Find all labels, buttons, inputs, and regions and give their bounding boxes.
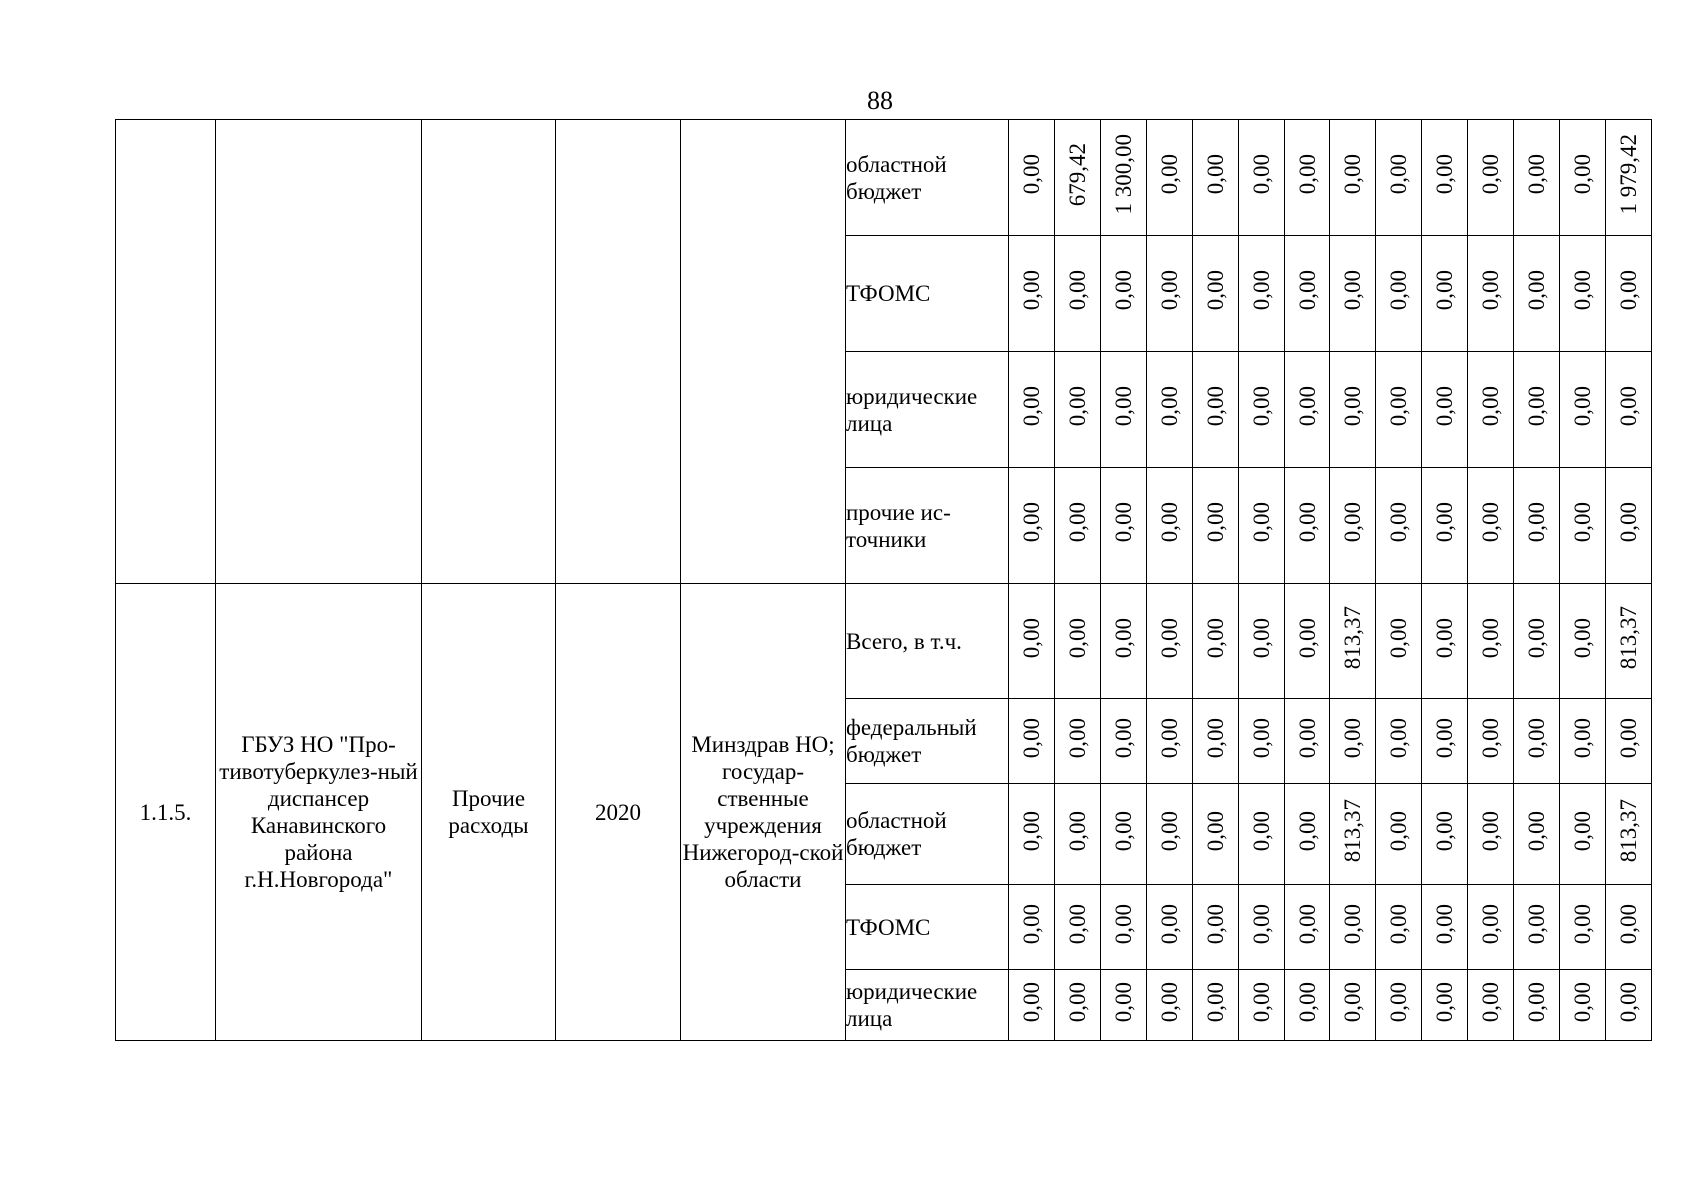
value-text: 0,00 — [1019, 981, 1044, 1023]
value-cell — [1560, 970, 1606, 1041]
value-cell — [1376, 236, 1422, 352]
value-text: 1 300,00 — [1111, 134, 1136, 215]
value-text: 0,00 — [1478, 502, 1503, 543]
value-cell — [1514, 236, 1560, 352]
value-text: 813,37 — [1340, 606, 1365, 670]
value-cell — [1422, 699, 1468, 784]
value-text: 0,00 — [1616, 717, 1641, 759]
value-cell — [1468, 784, 1514, 885]
value-cell — [1330, 885, 1376, 970]
executor-cell: Минздрав НО; государ-ственные учреждения Нижегород-ской области — [681, 584, 846, 1041]
value-text: 0,00 — [1524, 386, 1549, 427]
value-text: 0,00 — [1386, 810, 1411, 852]
value-text: 0,00 — [1111, 981, 1136, 1023]
item-number-cell: 1.1.5. — [116, 584, 216, 1041]
value-text: 0,00 — [1386, 717, 1411, 759]
value-text: 0,00 — [1616, 502, 1641, 543]
value-text: 0,00 — [1570, 717, 1595, 759]
value-cell — [1376, 584, 1422, 699]
value-cell — [1239, 784, 1285, 885]
value-text: 0,00 — [1386, 154, 1411, 195]
value-cell — [1560, 885, 1606, 970]
value-cell — [1330, 784, 1376, 885]
value-cell — [1606, 468, 1652, 584]
value-cell — [1055, 352, 1101, 468]
funding-source-cell: областной бюджет — [846, 784, 1009, 885]
value-cell — [1330, 352, 1376, 468]
value-text: 0,00 — [1111, 903, 1136, 945]
value-text: 813,37 — [1340, 799, 1365, 863]
value-cell — [1285, 970, 1330, 1041]
value-text: 0,00 — [1524, 717, 1549, 759]
value-cell — [1193, 885, 1239, 970]
value-cell — [1468, 885, 1514, 970]
value-text: 0,00 — [1478, 981, 1503, 1023]
value-cell — [1193, 352, 1239, 468]
value-text: 0,00 — [1019, 717, 1044, 759]
value-text: 0,00 — [1570, 981, 1595, 1023]
value-cell — [1147, 784, 1193, 885]
value-cell — [1560, 468, 1606, 584]
value-cell — [1468, 970, 1514, 1041]
value-text: 0,00 — [1294, 617, 1320, 659]
value-text: 0,00 — [1478, 154, 1503, 195]
value-cell — [1560, 236, 1606, 352]
value-cell — [1376, 885, 1422, 970]
value-cell — [1101, 352, 1147, 468]
value-cell — [1055, 468, 1101, 584]
value-text: 0,00 — [1386, 386, 1411, 427]
value-cell — [1606, 885, 1652, 970]
value-text: 0,00 — [1203, 981, 1228, 1023]
value-text: 0,00 — [1249, 270, 1274, 311]
value-cell — [1285, 468, 1330, 584]
value-cell — [1514, 120, 1560, 236]
value-cell — [1101, 885, 1147, 970]
value-text: 0,00 — [1294, 154, 1320, 195]
value-cell — [1606, 699, 1652, 784]
value-text: 0,00 — [1249, 981, 1274, 1023]
value-cell — [1330, 120, 1376, 236]
funding-source-cell: юридические лица — [846, 352, 1009, 468]
table-row — [116, 120, 1652, 236]
value-text: 0,00 — [1386, 981, 1411, 1023]
value-cell — [1330, 699, 1376, 784]
value-cell — [1193, 236, 1239, 352]
value-cell — [1009, 120, 1055, 236]
value-text: 0,00 — [1340, 903, 1365, 945]
funding-source-cell: Всего, в т.ч. — [846, 584, 1009, 699]
value-cell — [1009, 584, 1055, 699]
value-cell — [1376, 120, 1422, 236]
value-cell — [1468, 468, 1514, 584]
value-text: 0,00 — [1432, 386, 1457, 427]
value-cell — [1147, 584, 1193, 699]
value-text: 0,00 — [1203, 617, 1228, 659]
value-text: 0,00 — [1157, 810, 1182, 852]
value-text: 0,00 — [1203, 270, 1228, 311]
value-text: 0,00 — [1570, 502, 1595, 543]
value-cell — [1147, 885, 1193, 970]
value-cell — [1606, 970, 1652, 1041]
value-cell — [1514, 885, 1560, 970]
value-cell — [1330, 970, 1376, 1041]
funding-source-cell: ТФОМС — [846, 885, 1009, 970]
value-cell — [1055, 236, 1101, 352]
value-cell — [1101, 970, 1147, 1041]
value-cell — [1239, 885, 1285, 970]
value-cell — [1239, 970, 1285, 1041]
value-cell — [1009, 699, 1055, 784]
value-text: 0,00 — [1203, 502, 1228, 543]
item-name-cell: ГБУЗ НО "Про-тивотуберкулез-ный диспансер Канавинского района г.Н.Новгорода" — [216, 584, 422, 1041]
value-cell — [1101, 784, 1147, 885]
value-text: 0,00 — [1386, 903, 1411, 945]
value-cell — [1147, 970, 1193, 1041]
value-cell — [1422, 120, 1468, 236]
value-cell — [1101, 584, 1147, 699]
value-text: 0,00 — [1157, 981, 1182, 1023]
value-text: 0,00 — [1019, 154, 1044, 195]
value-text: 0,00 — [1019, 502, 1044, 543]
value-text: 0,00 — [1065, 717, 1090, 759]
value-cell — [1193, 120, 1239, 236]
value-cell — [1422, 468, 1468, 584]
value-cell — [1560, 699, 1606, 784]
value-text: 0,00 — [1111, 386, 1136, 427]
value-text: 0,00 — [1524, 981, 1549, 1023]
value-text: 0,00 — [1340, 386, 1365, 427]
value-cell — [1422, 885, 1468, 970]
value-text: 0,00 — [1065, 270, 1090, 311]
value-cell — [1606, 584, 1652, 699]
value-cell — [1330, 236, 1376, 352]
value-text: 813,37 — [1616, 799, 1641, 863]
value-text: 0,00 — [1478, 617, 1503, 659]
value-cell — [1285, 352, 1330, 468]
value-cell — [1376, 699, 1422, 784]
value-text: 0,00 — [1524, 154, 1549, 195]
value-text: 0,00 — [1432, 810, 1457, 852]
value-text: 0,00 — [1203, 386, 1228, 427]
value-text: 0,00 — [1432, 617, 1457, 659]
value-text: 0,00 — [1432, 903, 1457, 945]
value-text: 0,00 — [1065, 617, 1090, 659]
value-cell — [1239, 584, 1285, 699]
value-text: 0,00 — [1019, 270, 1044, 311]
value-text: 0,00 — [1294, 981, 1320, 1023]
value-text: 0,00 — [1386, 502, 1411, 543]
value-text: 0,00 — [1570, 810, 1595, 852]
value-text: 0,00 — [1524, 810, 1549, 852]
page-number: 88 — [867, 86, 893, 115]
value-cell — [1376, 352, 1422, 468]
value-cell — [1468, 120, 1514, 236]
expense-type-cell: Прочие расходы — [422, 584, 556, 1041]
value-cell — [1055, 584, 1101, 699]
value-text: 0,00 — [1570, 154, 1595, 195]
value-cell — [1147, 468, 1193, 584]
value-cell — [1560, 584, 1606, 699]
value-text: 0,00 — [1249, 502, 1274, 543]
value-cell — [1101, 236, 1147, 352]
name-cell — [216, 120, 422, 584]
value-cell — [1606, 352, 1652, 468]
value-text: 679,42 — [1065, 142, 1090, 207]
value-text: 0,00 — [1524, 617, 1549, 659]
year-cell — [556, 120, 681, 584]
value-text: 0,00 — [1065, 903, 1090, 945]
value-cell — [1055, 885, 1101, 970]
value-text: 0,00 — [1249, 154, 1274, 195]
value-text: 0,00 — [1203, 154, 1228, 195]
value-cell — [1468, 699, 1514, 784]
value-text: 0,00 — [1294, 810, 1320, 852]
value-text: 0,00 — [1111, 717, 1136, 759]
value-text: 0,00 — [1019, 386, 1044, 427]
value-cell — [1147, 699, 1193, 784]
value-text: 0,00 — [1386, 270, 1411, 311]
value-text: 0,00 — [1616, 270, 1641, 311]
executor-cell — [681, 120, 846, 584]
value-cell — [1422, 352, 1468, 468]
value-text: 0,00 — [1386, 617, 1411, 659]
funding-source-cell: прочие ис-точники — [846, 468, 1009, 584]
value-text: 0,00 — [1478, 903, 1503, 945]
value-text: 0,00 — [1432, 154, 1457, 195]
value-text: 0,00 — [1111, 270, 1136, 311]
value-text: 0,00 — [1524, 270, 1549, 311]
value-cell — [1514, 468, 1560, 584]
value-text: 0,00 — [1340, 981, 1365, 1023]
value-text: 0,00 — [1111, 810, 1136, 852]
budget-table — [115, 119, 1652, 1041]
value-cell — [1055, 699, 1101, 784]
value-cell — [1101, 699, 1147, 784]
value-cell — [1193, 468, 1239, 584]
value-text: 0,00 — [1157, 270, 1182, 311]
value-cell — [1514, 352, 1560, 468]
value-cell — [1468, 584, 1514, 699]
value-cell — [1422, 236, 1468, 352]
value-text: 0,00 — [1340, 270, 1365, 311]
value-cell — [1330, 468, 1376, 584]
value-cell — [1193, 970, 1239, 1041]
value-cell — [1009, 885, 1055, 970]
funding-source-cell: федеральный бюджет — [846, 699, 1009, 784]
value-cell — [1009, 784, 1055, 885]
value-text: 0,00 — [1432, 270, 1457, 311]
table-row — [116, 584, 1652, 699]
value-cell — [1009, 970, 1055, 1041]
value-text: 0,00 — [1524, 903, 1549, 945]
year-cell: 2020 — [556, 584, 681, 1041]
value-cell — [1239, 699, 1285, 784]
value-cell — [1055, 970, 1101, 1041]
value-text: 0,00 — [1203, 810, 1228, 852]
value-text: 0,00 — [1340, 154, 1365, 195]
value-cell — [1285, 584, 1330, 699]
value-cell — [1606, 784, 1652, 885]
value-cell — [1193, 699, 1239, 784]
value-text: 0,00 — [1432, 981, 1457, 1023]
value-text: 0,00 — [1570, 270, 1595, 311]
value-text: 0,00 — [1294, 717, 1320, 759]
value-cell — [1285, 699, 1330, 784]
value-text: 0,00 — [1570, 386, 1595, 427]
value-cell — [1055, 784, 1101, 885]
value-cell — [1514, 784, 1560, 885]
value-cell — [1285, 120, 1330, 236]
value-cell — [1422, 584, 1468, 699]
value-text: 0,00 — [1524, 502, 1549, 543]
value-cell — [1285, 784, 1330, 885]
value-cell — [1422, 970, 1468, 1041]
value-cell — [1009, 352, 1055, 468]
value-cell — [1468, 236, 1514, 352]
value-cell — [1606, 120, 1652, 236]
value-text: 0,00 — [1111, 502, 1136, 543]
value-text: 0,00 — [1065, 502, 1090, 543]
value-text: 0,00 — [1249, 617, 1274, 659]
value-cell — [1009, 236, 1055, 352]
value-text: 0,00 — [1478, 270, 1503, 311]
value-text: 0,00 — [1432, 717, 1457, 759]
value-text: 0,00 — [1249, 810, 1274, 852]
value-text: 0,00 — [1203, 903, 1228, 945]
value-text: 0,00 — [1616, 386, 1641, 427]
value-cell — [1009, 468, 1055, 584]
value-cell — [1193, 784, 1239, 885]
value-cell — [1055, 120, 1101, 236]
value-text: 0,00 — [1478, 717, 1503, 759]
value-text: 0,00 — [1570, 903, 1595, 945]
value-text: 1 979,42 — [1616, 134, 1641, 215]
funding-source-cell: юридические лица — [846, 970, 1009, 1041]
number-cell — [116, 120, 216, 584]
value-cell — [1285, 236, 1330, 352]
funding-source-cell: ТФОМС — [846, 236, 1009, 352]
value-text: 0,00 — [1294, 386, 1320, 427]
value-cell — [1376, 784, 1422, 885]
value-cell — [1606, 236, 1652, 352]
value-text: 0,00 — [1294, 270, 1320, 311]
value-text: 0,00 — [1157, 903, 1182, 945]
value-cell — [1239, 352, 1285, 468]
value-cell — [1285, 885, 1330, 970]
expense-type-cell — [422, 120, 556, 584]
value-text: 0,00 — [1340, 502, 1365, 543]
value-text: 0,00 — [1019, 617, 1044, 659]
value-text: 0,00 — [1249, 386, 1274, 427]
value-text: 0,00 — [1065, 386, 1090, 427]
funding-source-cell: областной бюджет — [846, 120, 1009, 236]
value-text: 0,00 — [1616, 981, 1641, 1023]
value-cell — [1239, 468, 1285, 584]
value-text: 0,00 — [1019, 903, 1044, 945]
value-text: 0,00 — [1340, 717, 1365, 759]
value-text: 0,00 — [1065, 981, 1090, 1023]
value-cell — [1147, 120, 1193, 236]
value-text: 0,00 — [1294, 903, 1320, 945]
value-cell — [1101, 120, 1147, 236]
value-text: 0,00 — [1157, 386, 1182, 427]
value-cell — [1193, 584, 1239, 699]
value-text: 0,00 — [1157, 154, 1182, 195]
value-text: 0,00 — [1249, 903, 1274, 945]
value-text: 0,00 — [1111, 617, 1136, 659]
value-cell — [1560, 784, 1606, 885]
value-cell — [1330, 584, 1376, 699]
value-text: 0,00 — [1432, 502, 1457, 543]
value-cell — [1514, 699, 1560, 784]
value-cell — [1560, 120, 1606, 236]
value-cell — [1239, 236, 1285, 352]
value-cell — [1514, 970, 1560, 1041]
value-cell — [1147, 236, 1193, 352]
value-text: 0,00 — [1157, 717, 1182, 759]
value-cell — [1376, 970, 1422, 1041]
value-cell — [1101, 468, 1147, 584]
value-cell — [1468, 352, 1514, 468]
value-text: 0,00 — [1157, 617, 1182, 659]
value-text: 0,00 — [1019, 810, 1044, 852]
value-text: 0,00 — [1203, 717, 1228, 759]
value-text: 0,00 — [1065, 810, 1090, 852]
value-cell — [1422, 784, 1468, 885]
value-cell — [1376, 468, 1422, 584]
value-text: 0,00 — [1616, 903, 1641, 945]
value-text: 813,37 — [1616, 606, 1641, 670]
value-cell — [1514, 584, 1560, 699]
value-cell — [1560, 352, 1606, 468]
value-cell — [1239, 120, 1285, 236]
value-text: 0,00 — [1249, 717, 1274, 759]
value-cell — [1147, 352, 1193, 468]
value-text: 0,00 — [1570, 617, 1595, 659]
value-text: 0,00 — [1478, 386, 1503, 427]
value-text: 0,00 — [1478, 810, 1503, 852]
value-text: 0,00 — [1157, 502, 1182, 543]
value-text: 0,00 — [1294, 502, 1320, 543]
